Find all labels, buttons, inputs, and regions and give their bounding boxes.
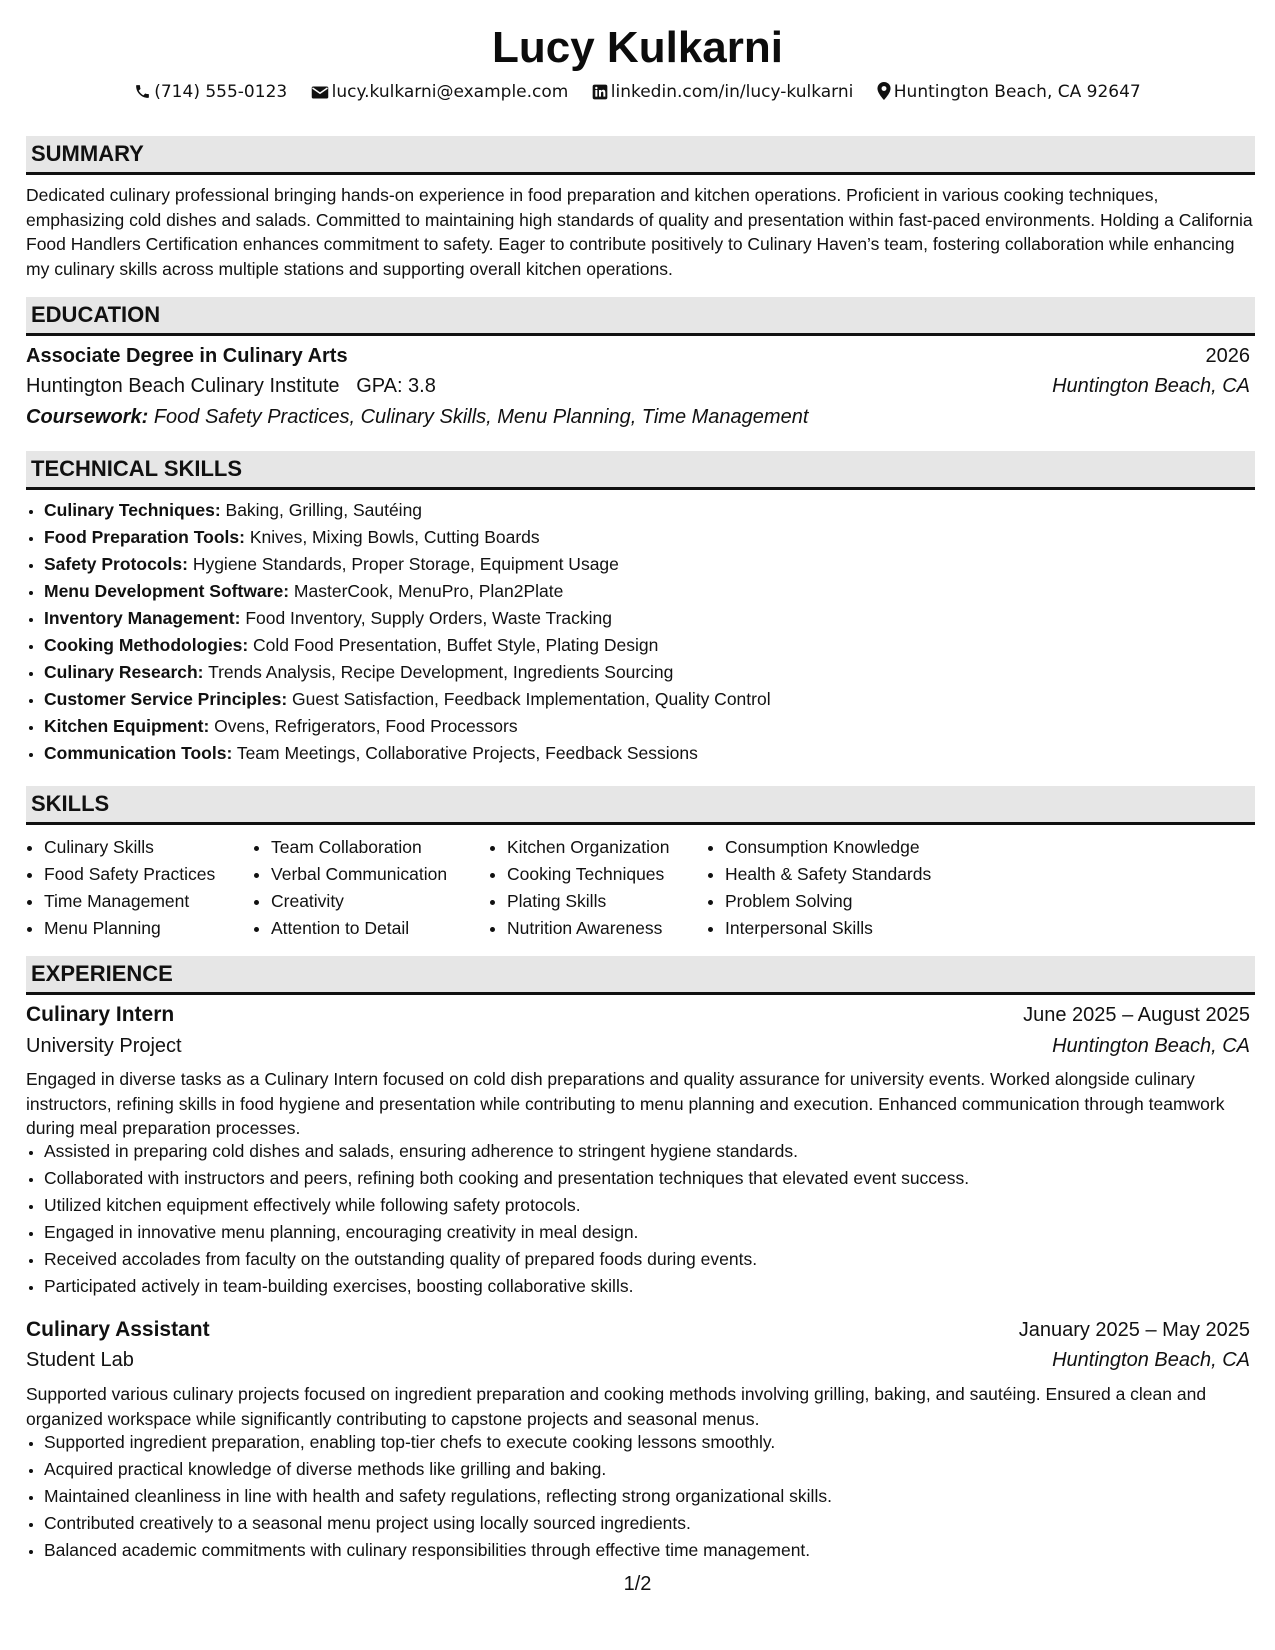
technical-skills-list: [26, 497, 771, 767]
phone-text: (714) 555-0123: [154, 82, 288, 102]
school-name: Huntington Beach Culinary Institute: [26, 375, 340, 397]
list-item: • Interpersonal Skills: [725, 915, 931, 942]
list-item: • Verbal Communication: [271, 861, 447, 888]
job-location: Huntington Beach, CA: [1052, 1349, 1250, 1371]
summary-heading: SUMMARY: [26, 136, 1255, 175]
job-organization: Student Lab: [26, 1349, 134, 1371]
list-item: • Creativity: [271, 888, 447, 915]
list-item: • Time Management: [44, 888, 215, 915]
list-item: • Inventory Management: Food Inventory, Supply Orders, Waste Tracking: [44, 605, 771, 632]
technical-skills-heading: TECHNICAL SKILLS: [26, 451, 1255, 490]
list-item: • Participated actively in team-building exercises, boosting collaborative skills.: [44, 1273, 969, 1300]
linkedin-icon: [592, 84, 608, 100]
list-item: • Health & Safety Standards: [725, 861, 931, 888]
map-pin-icon: [877, 82, 891, 100]
school-line: [26, 372, 436, 400]
list-item: • Food Preparation Tools: Knives, Mixing Bowls, Cutting Boards: [44, 524, 771, 551]
graduation-year: 2026: [1205, 345, 1250, 367]
skills-column-2: [253, 834, 447, 942]
list-item: • Menu Development Software: MasterCook, MenuPro, Plan2Plate: [44, 578, 771, 605]
contact-linkedin[interactable]: [592, 80, 854, 104]
list-item: • Cooking Techniques: [507, 861, 669, 888]
education-heading: EDUCATION: [26, 297, 1255, 336]
summary-text: Dedicated culinary professional bringing hands-on experience in food preparation and kitchen operations. Proficient in various cooking techniques, emphasizing cold dishes and salads. Committed to maintaining high standards of quality and presentation within fast-paced environments. Holding a California Food Handlers Certification enhances commitment to safety. Eager to contribute positively to Culinary Haven’s team, fostering collaboration while enhancing my culinary skills across multiple stations and supporting overall kitchen operations.: [26, 185, 1253, 279]
contact-location: [877, 80, 1141, 104]
list-item: • Supported ingredient preparation, enabling top-tier chefs to execute cooking lessons smoothly.: [44, 1429, 832, 1456]
list-item: • Customer Service Principles: Guest Satisfaction, Feedback Implementation, Quality Control: [44, 686, 771, 713]
candidate-name: Lucy Kulkarni: [492, 23, 783, 72]
school-location: Huntington Beach, CA: [1052, 375, 1250, 397]
location-text: Huntington Beach, CA 92647: [893, 82, 1141, 102]
job-location: Huntington Beach, CA: [1052, 1035, 1250, 1057]
page-number: 1/2: [623, 1573, 652, 1595]
phone-icon: [134, 83, 151, 100]
list-item: • Culinary Research: Trends Analysis, Recipe Development, Ingredients Sourcing: [44, 659, 771, 686]
gpa: GPA: 3.8: [356, 375, 436, 397]
list-item: • Acquired practical knowledge of diverse methods like grilling and baking.: [44, 1456, 832, 1483]
job-description: Supported various culinary projects focused on ingredient preparation and cooking methods involving grilling, baking, and sautéing. Ensured a clean and organized workspace while significantly contributing to capstone projects and seasonal menus.: [26, 1384, 1207, 1429]
job-title: Culinary Intern: [26, 1003, 175, 1026]
degree-title: Associate Degree in Culinary Arts: [26, 345, 348, 367]
list-item: • Collaborated with instructors and peers, refining both cooking and presentation techniques that elevated event success.: [44, 1165, 969, 1192]
list-item: • Consumption Knowledge: [725, 834, 931, 861]
skills-column-1: [26, 834, 215, 942]
job-description: Engaged in diverse tasks as a Culinary Intern focused on cold dish preparations and quality assurance for university events. Worked alongside culinary instructors, refining skills in food hygiene and presentation while contributing to menu planning and execution. Enhanced communication through teamwork during meal preparation processes.: [26, 1069, 1225, 1138]
list-item: • Culinary Techniques: Baking, Grilling, Sautéing: [44, 497, 771, 524]
job-bullets: [26, 1429, 832, 1564]
list-item: • Team Collaboration: [271, 834, 447, 861]
job-dates: June 2025 – August 2025: [1023, 1004, 1250, 1026]
list-item: • Maintained cleanliness in line with health and safety regulations, reflecting strong organizational skills.: [44, 1483, 832, 1510]
job-organization: University Project: [26, 1035, 182, 1057]
contact-bar: [0, 80, 1275, 104]
list-item: • Engaged in innovative menu planning, encouraging creativity in meal design.: [44, 1219, 969, 1246]
list-item: • Culinary Skills: [44, 834, 215, 861]
list-item: • Safety Protocols: Hygiene Standards, Proper Storage, Equipment Usage: [44, 551, 771, 578]
list-item: • Communication Tools: Team Meetings, Collaborative Projects, Feedback Sessions: [44, 740, 771, 767]
experience-heading: EXPERIENCE: [26, 956, 1255, 995]
list-item: • Attention to Detail: [271, 915, 447, 942]
list-item: • Plating Skills: [507, 888, 669, 915]
contact-email[interactable]: [311, 80, 569, 104]
list-item: • Food Safety Practices: [44, 861, 215, 888]
list-item: • Nutrition Awareness: [507, 915, 669, 942]
list-item: • Utilized kitchen equipment effectively while following safety protocols.: [44, 1192, 969, 1219]
list-item: • Assisted in preparing cold dishes and salads, ensuring adherence to stringent hygiene standards.: [44, 1138, 969, 1165]
skills-heading: SKILLS: [26, 786, 1255, 825]
coursework-list: Food Safety Practices, Culinary Skills, Menu Planning, Time Management: [153, 406, 809, 428]
job-bullets: [26, 1138, 969, 1300]
contact-phone[interactable]: [134, 80, 287, 104]
list-item: • Problem Solving: [725, 888, 931, 915]
skills-column-3: [489, 834, 669, 942]
envelope-icon: [311, 85, 329, 100]
job-title: Culinary Assistant: [26, 1318, 210, 1341]
skills-column-4: [707, 834, 931, 942]
list-item: • Received accolades from faculty on the outstanding quality of prepared foods during events.: [44, 1246, 969, 1273]
linkedin-text: linkedin.com/in/lucy-kulkarni: [610, 82, 854, 102]
coursework-label: Coursework:: [26, 406, 149, 428]
list-item: • Balanced academic commitments with culinary responsibilities through effective time management.: [44, 1537, 832, 1564]
list-item: • Contributed creatively to a seasonal menu project using locally sourced ingredients.: [44, 1510, 832, 1537]
list-item: • Menu Planning: [44, 915, 215, 942]
job-dates: January 2025 – May 2025: [1018, 1319, 1250, 1341]
coursework-line: [26, 403, 808, 431]
list-item: • Kitchen Organization: [507, 834, 669, 861]
list-item: • Cooking Methodologies: Cold Food Presentation, Buffet Style, Plating Design: [44, 632, 771, 659]
email-text: lucy.kulkarni@example.com: [331, 82, 569, 102]
list-item: • Kitchen Equipment: Ovens, Refrigerators, Food Processors: [44, 713, 771, 740]
